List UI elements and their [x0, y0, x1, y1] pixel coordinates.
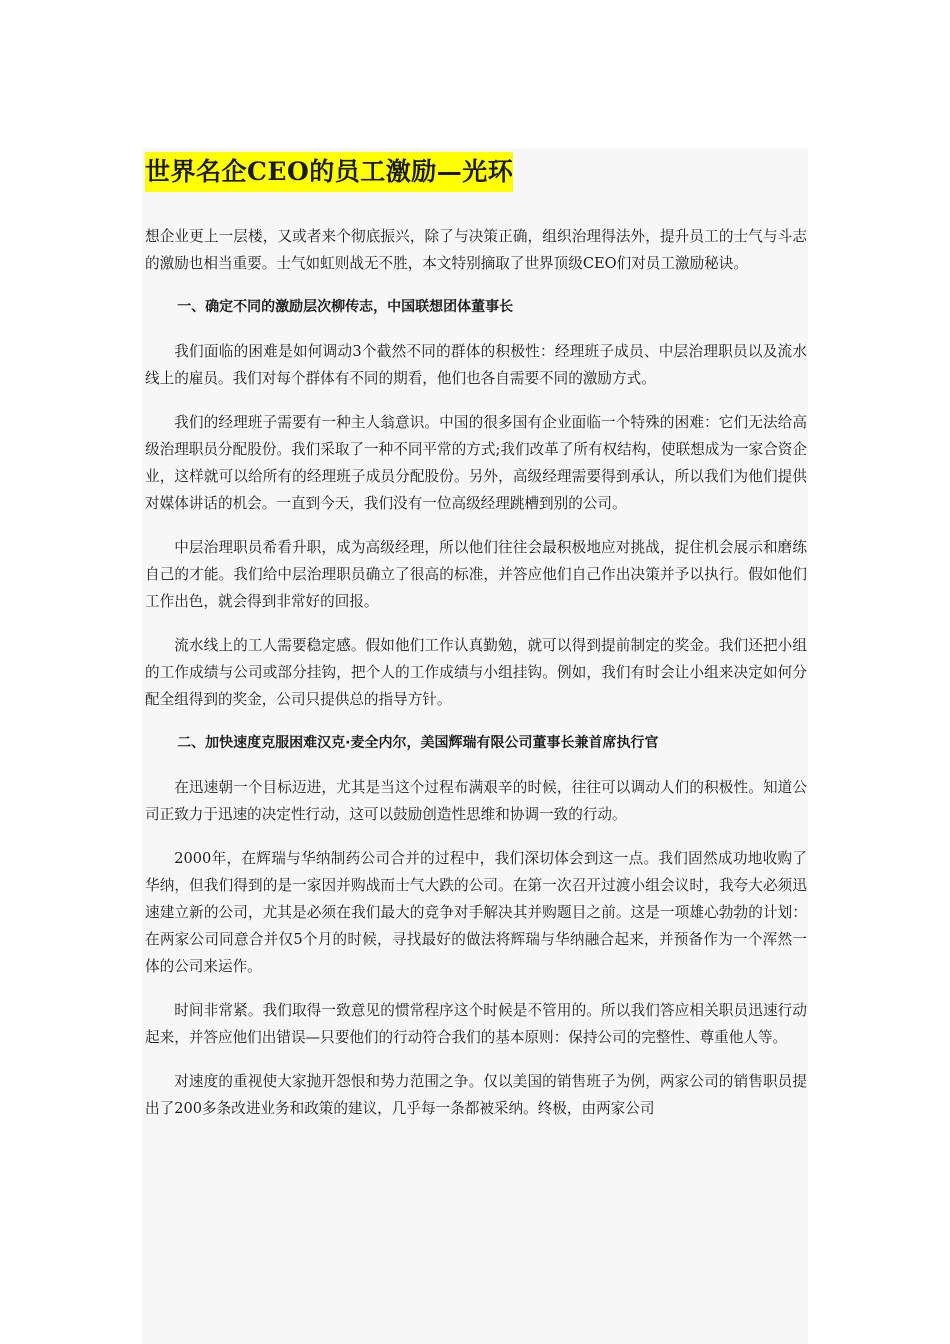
section-2-paragraph-1: 在迅速朝一个目标迈进，尤其是当这个过程布满艰辛的时候，往往可以调动人们的积极性。知道公司正致力于迅速的决定性行动，这可以鼓励创造性思维和协调一致的行动。	[145, 779, 807, 823]
spacer	[145, 615, 807, 632]
intro-paragraph: 想企业更上一层楼，又或者来个彻底振兴，除了与决策正确，组织治理得法外，提升员工的士气与斗志的激励也相当重要。士气如虹则战无不胜，本文特别摘取了世界顶级CEO们对员工激励秘诀。	[145, 228, 807, 272]
section-1-paragraph-2: 我们的经理班子需要有一种主人翁意识。中国的很多国有企业面临一个特殊的困难：它们无法给高级治理职员分配股份。我们采取了一种不同平常的方式;我们改革了所有权结构，使联想成为一家合资企业，这样就可以给所有的经理班子成员分配股份。另外，高级经理需要得到承认，所以我们为他们提供对媒体讲话的机会。一直到今天，我们没有一位高级经理跳槽到别的公司。	[145, 414, 807, 512]
section-2-paragraph-3: 时间非常紧。我们取得一致意见的惯常程序这个时候是不管用的。所以我们答应相关职员迅速行动起来，并答应他们出错误—只要他们的行动符合我们的基本原则：保持公司的完整性、尊重他人等。	[145, 1002, 807, 1046]
section-2-paragraph-4: 对速度的重视使大家抛开怨恨和势力范围之争。仅以美国的销售班子为例，两家公司的销售职员提出了200多条改进业务和政策的建议，几乎每一条都被采纳。终极，由两家公司	[145, 1073, 807, 1117]
section-2-heading: 二、加快速度克服困难汉克·麦全内尔，美国辉瑞有限公司董事长兼首席执行官	[177, 735, 659, 751]
spacer	[145, 713, 807, 730]
document-body	[145, 152, 807, 1122]
document-title: 世界名企CEO的员工激励—光环	[145, 152, 513, 192]
spacer	[145, 517, 807, 534]
spacer	[145, 277, 807, 294]
spacer	[145, 757, 807, 774]
section-1-paragraph-4: 流水线上的工人需要稳定感。假如他们工作认真勤勉，就可以得到提前制定的奖金。我们还把小组的工作成绩与公司或部分挂钩，把个人的工作成绩与小组挂钩。例如，我们有时会让小组来决定如何分配全组得到的奖金，公司只提供总的指导方针。	[145, 637, 807, 708]
section-2-paragraph-2: 2000年，在辉瑞与华纳制药公司合并的过程中，我们深切体会到这一点。我们固然成功地收购了华纳，但我们得到的是一家因并购战而士气大跌的公司。在第一次召开过渡小组会议时，我夸大必须迅速建立新的公司，尤其是必须在我们最大的竞争对手解决其并购题目之前。这是一项雄心勃勃的计划：在两家公司同意合并仅5个月的时候，寻找最好的做法将辉瑞与华纳融合起来，并预备作为一个浑然一体的公司来运作。	[145, 850, 807, 975]
spacer	[145, 1051, 807, 1068]
section-1-paragraph-1: 我们面临的困难是如何调动3个截然不同的群体的积极性：经理班子成员、中层治理职员以及流水线上的雇员。我们对每个群体有不同的期看，他们也各自需要不同的激励方式。	[145, 343, 807, 387]
section-1-paragraph-3: 中层治理职员希看升职，成为高级经理，所以他们往往会最积极地应对挑战，捉住机会展示和磨练自己的才能。我们给中层治理职员确立了很高的标准，并答应他们自己作出决策并予以执行。假如他们工作出色，就会得到非常好的回报。	[145, 539, 807, 610]
section-1-heading: 一、确定不同的激励层次柳传志，中国联想团体董事长	[177, 299, 514, 315]
spacer	[145, 321, 807, 338]
spacer	[145, 392, 807, 409]
spacer	[145, 980, 807, 997]
spacer	[145, 828, 807, 845]
